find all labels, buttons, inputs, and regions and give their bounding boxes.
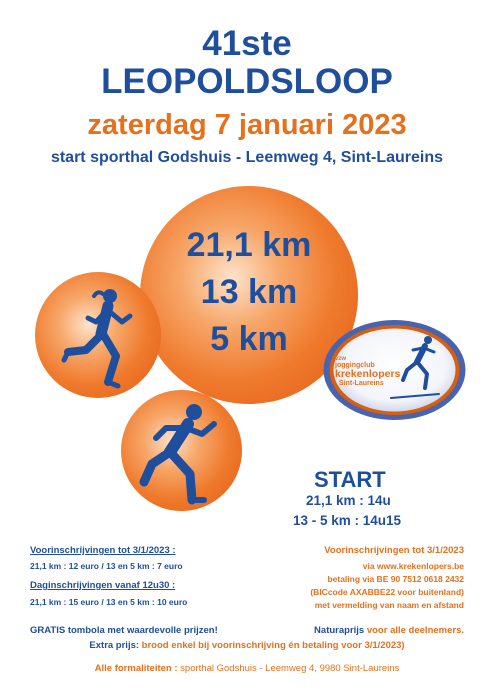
natura-prize-text: voor alle deelnemers.: [364, 625, 464, 636]
female-runner-icon: [58, 286, 144, 394]
day-registration-heading: Daginschrijvingen vanaf 12u30 :: [30, 580, 176, 591]
distance-13km: 13 km: [200, 273, 298, 311]
formalities-label: Alle formaliteiten :: [94, 663, 178, 674]
club-logo-vzw: vzw: [335, 356, 347, 362]
male-runner-icon: [136, 398, 228, 506]
registration-website: via www.krekenlopers.be: [362, 561, 464, 571]
event-date: zaterdag 7 januari 2023: [87, 109, 407, 141]
tombola-note: GRATIS tombola met waardevolle prijzen!: [30, 625, 218, 636]
club-logo-jogging: joggingclub: [335, 362, 375, 369]
pre-registration-heading: Voorinschrijvingen tot 3/1/2023 :: [30, 545, 176, 556]
start-heading: START: [314, 467, 386, 492]
pre-registration-right-heading: Voorinschrijvingen tot 3/1/2023: [324, 545, 464, 556]
day-registration-prices: 21,1 km : 15 euro / 13 en 5 km : 10 euro: [30, 597, 188, 607]
start-location: start sporthal Godshuis - Leemweg 4, Sint-Laureins: [50, 149, 444, 166]
start-time-13-5km: 13 - 5 km : 14u15: [293, 513, 402, 528]
payment-account: betaling via BE 90 7512 0618 2432: [327, 574, 464, 584]
extra-prize-text: brood enkel bij voorinschrijving én betaling voor 3/1/2023): [139, 640, 405, 651]
pre-registration-prices: 21,1 km : 12 euro / 13 en 5 km : 7 euro: [30, 561, 183, 571]
distance-5km: 5 km: [210, 320, 288, 358]
event-title: LEOPOLDSLOOP: [101, 62, 393, 101]
club-logo-name: krekenlopers: [335, 368, 401, 380]
distance-21km: 21,1 km: [186, 226, 312, 264]
bic-code: (BICcode AXABBE22 voor buitenland): [310, 587, 464, 597]
formalities-text: sporthal Godshuis - Leemweg 4, 9980 Sint-Laureins: [177, 663, 400, 674]
club-logo: [321, 318, 468, 422]
extra-prize-label: Extra prijs:: [89, 640, 140, 651]
club-logo-town: Sint-Laureins: [339, 380, 384, 387]
start-time-21km: 21,1 km : 14u: [306, 493, 391, 508]
natura-prize-label: Naturaprijs: [314, 625, 365, 636]
formalities-note: [0, 663, 494, 674]
natura-prize-note: [314, 625, 464, 636]
event-number: 41ste: [202, 24, 292, 63]
extra-prize-note: [0, 640, 494, 651]
payment-reference-note: met vermelding van naam en afstand: [314, 600, 464, 610]
